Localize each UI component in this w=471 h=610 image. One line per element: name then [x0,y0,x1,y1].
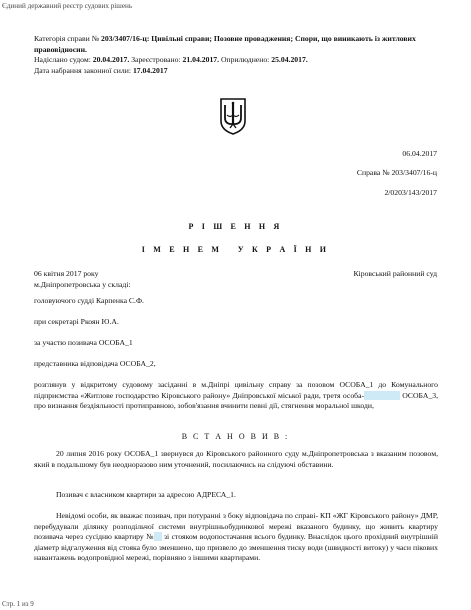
city-line: м.Дніпропетровська у складі: [34,280,131,289]
case-description [34,380,438,412]
case-number: Справа № 203/3407/16-ц [356,168,437,177]
category-value: 203/3407/16-ц: Цивільні справи; Позовне провадження; Спори, що виникають із житлових правовідносин. [34,34,416,54]
secretary-line: при секретарі Ркоян Ю.А. [34,317,119,326]
respondent-line: представника відповідача ОСОБА_2, [34,359,156,368]
redacted-apartment-number: 00 [153,532,162,541]
effective-value: 17.04.2017 [132,65,168,75]
redacted-third-party: ОСОБА_4, [364,390,400,400]
proceeding-number: 2/0203/143/2017 [384,188,437,197]
case-metadata [34,34,434,76]
page-counter: Стр. 1 из 9 [2,600,34,608]
published-label: Оприлюднено: [219,55,272,65]
document-subtitle: І М Е Н Е М У К Р А Ї Н И [141,245,330,254]
paragraph-facts-part1: Невідомі особи, як вважає позивач, при потуранні з боку відповідача по справі- КП «ЖГ Кіровського району» ДМР, перебудували ділянку розподільчої системи внутрішньобудинкової мережі вказаного будинку, що живить квартиру позивача через сусідню квартиру № [34,511,438,541]
decision-date: 06.04.2017 [402,149,437,158]
established-heading: В С Т А Н О В И В : [181,432,290,441]
hearing-date: 06 квітня 2017 року [34,269,99,278]
dates-line [34,55,434,66]
paragraph-owner: Позивач є власником квартири за адресою АДРЕСА_1. [56,490,236,499]
category-line [34,34,434,55]
sent-value: 20.04.2017. [92,55,130,65]
source-header: Єдиний державний реєстр судових рішень [2,2,133,10]
document-title: Р І Ш Е Н Н Я [188,222,283,231]
category-label: Категорія справи № [34,34,101,43]
registered-value: 21.04.2017. [182,55,220,65]
plaintiff-line: за участю позивача ОСОБА_1 [34,338,133,347]
published-value: 25.04.2017. [271,55,308,65]
paragraph-claim: 20 липня 2016 року ОСОБА_1 звернувся до Кіровського районного суду м.Дніпропетровська з вказаним позовом, який в подальшому був неодноразово ним уточнений, посилаючись на слідуючі обставини. [34,449,438,469]
case-description-part1: розглянув у відкритому судовому засіданні в м.Дніпрі цивільну справу за позовом ОСОБА_1 до Комунального підприємства «Житлове господарство Кіровського району» Дніпровської міської ради, третя особа- [34,380,438,400]
registered-label: Зареєстровано: [129,55,183,65]
effective-label: Дата набрання законної сили: [34,65,133,75]
case-description-part2: ОСОБА_3, про визнання бездіяльності протиправною, зобов'язання вчинити певні дії, стягнення моральної шкоди, [34,390,438,410]
paragraph-facts-part2: зі стояком водопостачання всього будинку. Внаслідок цього прохідний внутрішній діаметр відгалуження від стояка було зменшено, що призвело до зменшення тиску води (швидкості витоку) у часи пікових навантажень водопровідної мережі, порівняно з іншими квартирами. [34,532,438,562]
court-name: Кіровський районний суд [353,269,437,278]
effective-line [34,66,434,77]
judge-line: головуючого судді Карпенка С.Ф. [34,296,144,305]
sent-label: Надіслано судом: [34,55,93,65]
trident-emblem-icon [218,97,248,135]
paragraph-facts [34,511,438,564]
